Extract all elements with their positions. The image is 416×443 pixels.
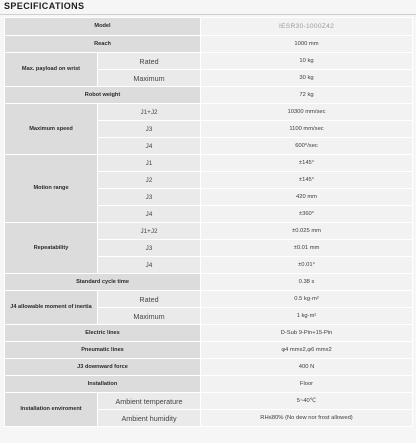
spec-label: Electric lines	[5, 325, 201, 342]
spec-sublabel: Ambient temperature	[98, 393, 201, 410]
table-row	[5, 325, 413, 342]
spec-value: 420 mm	[201, 189, 413, 206]
spec-value: ±145°	[201, 155, 413, 172]
spec-value: 400 N	[201, 359, 413, 376]
spec-sublabel: Rated	[98, 291, 201, 308]
spec-label: Motion range	[5, 155, 98, 223]
spec-value: ±0.025 mm	[201, 223, 413, 240]
spec-label: J4 allowable moment of inertia	[5, 291, 98, 325]
table-row	[5, 359, 413, 376]
table-row	[5, 223, 413, 240]
spec-value: 1 kg·m²	[201, 308, 413, 325]
page-title: SPECIFICATIONS	[4, 1, 85, 11]
spec-value: ±0.01 mm	[201, 240, 413, 257]
heading-bar	[0, 0, 416, 16]
spec-label: Max. payload on wrist	[5, 53, 98, 87]
table-row	[5, 274, 413, 291]
spec-sublabel: Maximum	[98, 308, 201, 325]
table-row	[5, 18, 413, 36]
spec-sublabel: J1+J2	[98, 104, 201, 121]
spec-label: Standard cycle time	[5, 274, 201, 291]
spec-value: 72 kg	[201, 87, 413, 104]
spec-value: RH≤80% (No dew nor frost allowed)	[201, 410, 413, 427]
spec-value: 0.38 s	[201, 274, 413, 291]
spec-table	[4, 17, 413, 427]
table-row	[5, 104, 413, 121]
spec-value: Floor	[201, 376, 413, 393]
table-row	[5, 342, 413, 359]
spec-sublabel: Ambient humidity	[98, 410, 201, 427]
spec-sublabel: J4	[98, 206, 201, 223]
spec-label: Installation	[5, 376, 201, 393]
spec-value: φ4 mmx2,φ6 mmx2	[201, 342, 413, 359]
spec-sublabel: Rated	[98, 53, 201, 70]
spec-sublabel: J3	[98, 121, 201, 138]
spec-value: 1100 mm/sec	[201, 121, 413, 138]
spec-label: Robot weight	[5, 87, 201, 104]
spec-value: 600°/sec	[201, 138, 413, 155]
spec-label: Model	[5, 18, 201, 36]
spec-value: ±360°	[201, 206, 413, 223]
spec-label: Pneumatic lines	[5, 342, 201, 359]
table-row	[5, 53, 413, 70]
spec-sublabel: J1	[98, 155, 201, 172]
spec-sublabel: J3	[98, 189, 201, 206]
spec-sublabel: Maximum	[98, 70, 201, 87]
spec-label: Reach	[5, 36, 201, 53]
spec-sublabel: J1+J2	[98, 223, 201, 240]
spec-label: Installation enviroment	[5, 393, 98, 427]
table-row	[5, 155, 413, 172]
spec-value: ±0.01°	[201, 257, 413, 274]
spec-value: 5~40℃	[201, 393, 413, 410]
title-divider	[0, 14, 416, 15]
spec-value: IESR30-1000Z42	[201, 18, 413, 36]
spec-sublabel: J4	[98, 138, 201, 155]
table-row	[5, 393, 413, 410]
spec-value: D-Sub 9-Pin+15-Pin	[201, 325, 413, 342]
spec-value: ±145°	[201, 172, 413, 189]
spec-value: 1000 mm	[201, 36, 413, 53]
spec-value: 10 kg	[201, 53, 413, 70]
spec-value: 30 kg	[201, 70, 413, 87]
spec-label: Repeatability	[5, 223, 98, 274]
spec-sublabel: J4	[98, 257, 201, 274]
spec-value: 10300 mm/sec	[201, 104, 413, 121]
table-row	[5, 36, 413, 53]
spec-sublabel: J2	[98, 172, 201, 189]
spec-value: 0.5 kg·m²	[201, 291, 413, 308]
spec-label: J3 downward force	[5, 359, 201, 376]
spec-label: Maximum speed	[5, 104, 98, 155]
table-row	[5, 87, 413, 104]
table-row	[5, 376, 413, 393]
spec-sublabel: J3	[98, 240, 201, 257]
table-row	[5, 291, 413, 308]
